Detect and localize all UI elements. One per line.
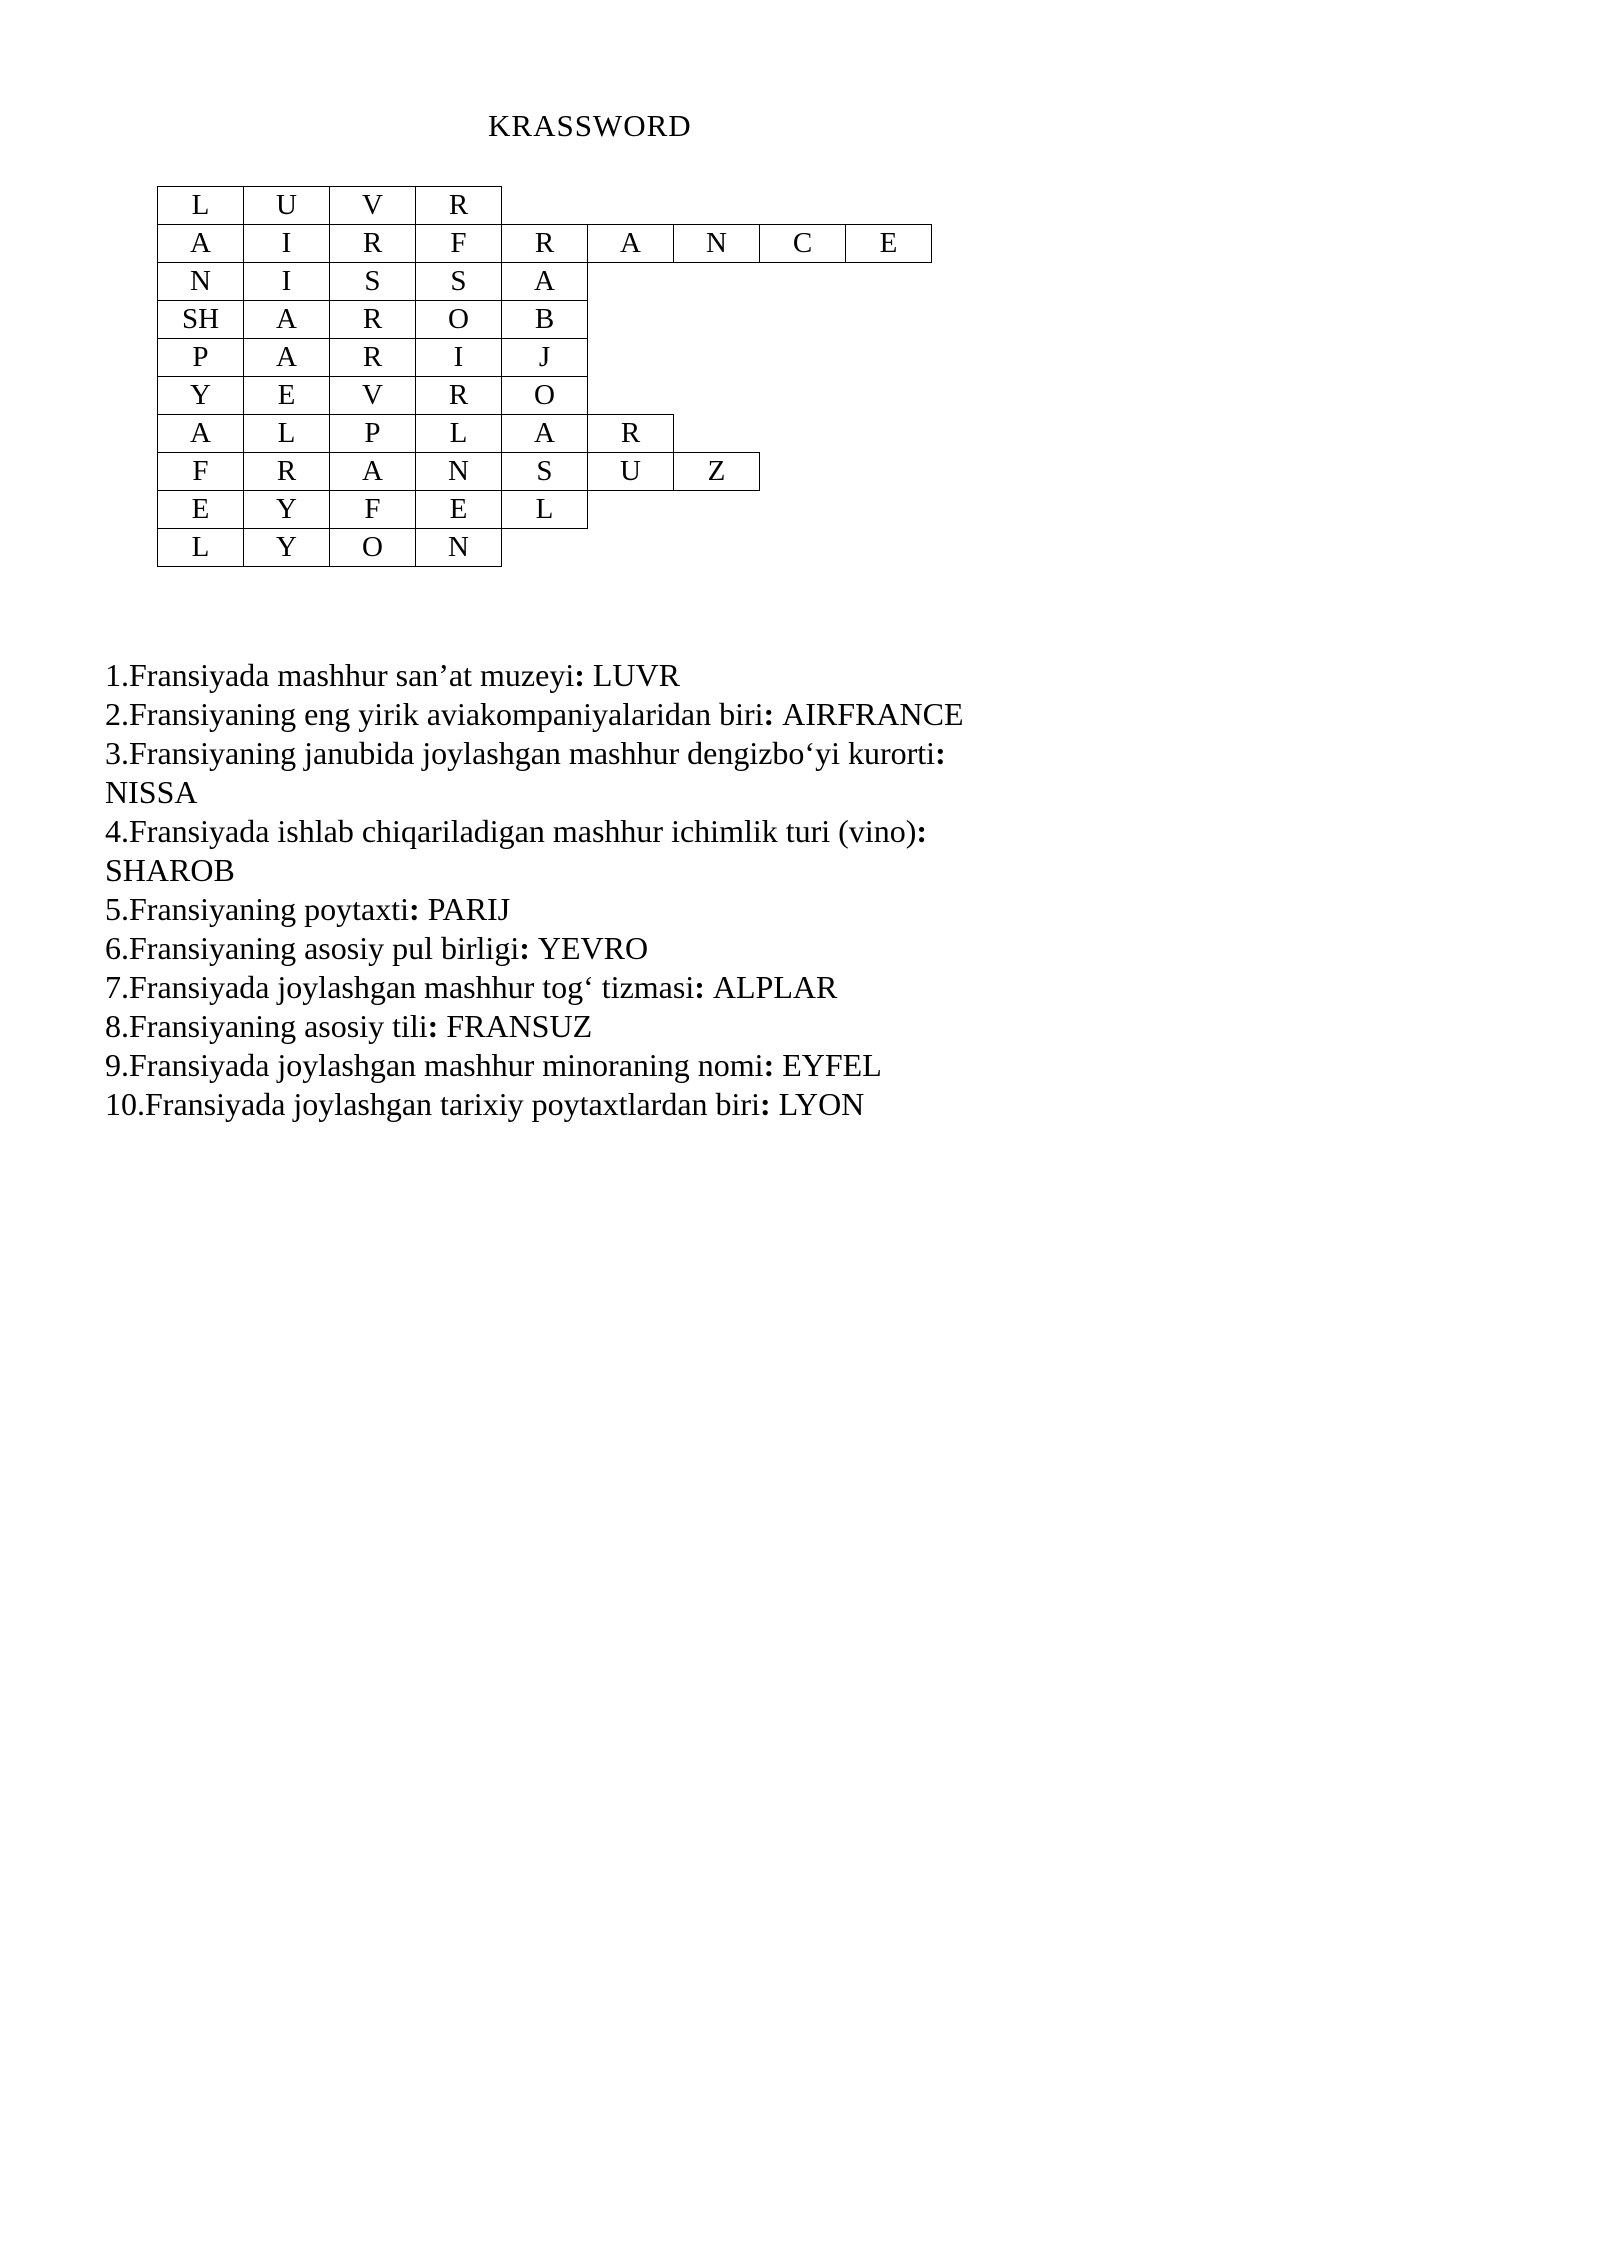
grid-cell: E	[243, 376, 330, 415]
clue-answer: SHAROB	[105, 852, 235, 888]
grid-row	[157, 224, 932, 263]
grid-cell: U	[587, 452, 674, 491]
clue-colon: :	[935, 735, 946, 771]
grid-cell: L	[157, 528, 244, 567]
clue-colon: :	[763, 696, 783, 732]
grid-cell: O	[501, 376, 588, 415]
grid-cell: R	[329, 224, 416, 263]
grid-cell: A	[587, 224, 674, 263]
grid-cell: S	[415, 262, 502, 301]
grid-cell: N	[157, 262, 244, 301]
clue-answer: LUVR	[592, 657, 680, 693]
clue-text: 7.Fransiyada joylashgan mashhur tog‘ tizmasi	[105, 969, 695, 1005]
clue-colon: :	[763, 1047, 783, 1083]
grid-cell: P	[329, 414, 416, 453]
grid-cell: C	[759, 224, 846, 263]
grid-cell: Z	[673, 452, 760, 491]
clue-item	[105, 929, 1505, 968]
grid-cell: O	[415, 300, 502, 339]
clue-item	[105, 1007, 1505, 1046]
grid-cell: V	[329, 376, 416, 415]
clue-answer: PARIJ	[427, 891, 511, 927]
clue-answer: ALPLAR	[712, 969, 838, 1005]
clue-colon: :	[574, 657, 593, 693]
clue-text: 9.Fransiyada joylashgan mashhur minoraning nomi	[105, 1047, 764, 1083]
grid-cell: N	[673, 224, 760, 263]
grid-cell: A	[157, 224, 244, 263]
grid-row	[157, 338, 932, 377]
grid-cell: Y	[157, 376, 244, 415]
grid-cell: I	[243, 224, 330, 263]
grid-cell: F	[157, 452, 244, 491]
grid-cell: SH	[157, 300, 244, 339]
grid-cell: J	[501, 338, 588, 377]
grid-cell: N	[415, 528, 502, 567]
clue-item	[105, 695, 1505, 734]
clue-answer: FRANSUZ	[446, 1008, 593, 1044]
grid-cell: F	[329, 490, 416, 529]
grid-row	[157, 528, 932, 567]
clue-colon: :	[519, 930, 538, 966]
crossword-grid	[157, 186, 932, 567]
grid-cell: A	[501, 262, 588, 301]
grid-row	[157, 262, 932, 301]
grid-cell: E	[157, 490, 244, 529]
grid-row	[157, 376, 932, 415]
clue-text: 10.Fransiyada joylashgan tarixiy poytaxtlardan biri	[105, 1086, 760, 1122]
clues-list	[105, 656, 1505, 1124]
grid-cell: A	[243, 300, 330, 339]
grid-cell: A	[157, 414, 244, 453]
page-title: KRASSWORD	[488, 108, 692, 143]
grid-cell: A	[501, 414, 588, 453]
grid-cell: S	[329, 262, 416, 301]
grid-cell: R	[329, 300, 416, 339]
grid-cell: E	[415, 490, 502, 529]
clue-item	[105, 890, 1505, 929]
grid-row	[157, 300, 932, 339]
grid-cell: L	[243, 414, 330, 453]
grid-row	[157, 452, 932, 491]
clue-answer: AIRFRANCE	[782, 696, 964, 732]
grid-cell: R	[501, 224, 588, 263]
clue-text: 5.Fransiyaning poytaxti	[105, 891, 409, 927]
clue-answer: LYON	[778, 1086, 865, 1122]
clue-colon: :	[916, 813, 928, 849]
grid-cell: A	[243, 338, 330, 377]
clue-item	[105, 1046, 1505, 1085]
clue-colon: :	[759, 1086, 779, 1122]
clue-text: 2.Fransiyaning eng yirik aviakompaniyalaridan biri	[105, 696, 764, 732]
grid-cell: N	[415, 452, 502, 491]
clue-text: 1.Fransiyada mashhur san’at muzeyi	[105, 657, 575, 693]
grid-cell: U	[243, 186, 330, 225]
clue-item	[105, 734, 1505, 812]
grid-cell: Y	[243, 528, 330, 567]
clue-colon: :	[408, 891, 428, 927]
grid-cell: R	[329, 338, 416, 377]
grid-cell: I	[243, 262, 330, 301]
grid-cell: R	[415, 376, 502, 415]
grid-row	[157, 490, 932, 529]
grid-cell: O	[329, 528, 416, 567]
grid-cell: L	[415, 414, 502, 453]
clue-answer: NISSA	[105, 774, 198, 810]
grid-cell: P	[157, 338, 244, 377]
grid-cell: L	[501, 490, 588, 529]
clue-item	[105, 1085, 1505, 1124]
grid-cell: B	[501, 300, 588, 339]
clue-text: 6.Fransiyaning asosiy pul birligi	[105, 930, 520, 966]
grid-row	[157, 414, 932, 453]
clue-item	[105, 968, 1505, 1007]
grid-cell: I	[415, 338, 502, 377]
clue-text: 3.Fransiyaning janubida joylashgan mashhur dengizbo‘yi kurorti	[105, 735, 936, 771]
clue-answer: EYFEL	[782, 1047, 882, 1083]
grid-cell: R	[587, 414, 674, 453]
clue-text: 4.Fransiyada ishlab chiqariladigan mashhur ichimlik turi (vino)	[105, 813, 917, 849]
clue-answer: YEVRO	[537, 930, 649, 966]
grid-cell: L	[157, 186, 244, 225]
clue-text: 8.Fransiyaning asosiy tili	[105, 1008, 428, 1044]
grid-cell: A	[329, 452, 416, 491]
clue-item	[105, 812, 1505, 890]
clue-colon: :	[427, 1008, 447, 1044]
grid-cell: V	[329, 186, 416, 225]
clue-colon: :	[694, 969, 713, 1005]
grid-cell: E	[845, 224, 932, 263]
grid-cell: R	[415, 186, 502, 225]
grid-cell: R	[243, 452, 330, 491]
clue-item	[105, 656, 1505, 695]
grid-cell: F	[415, 224, 502, 263]
grid-row	[157, 186, 932, 225]
grid-cell: Y	[243, 490, 330, 529]
grid-cell: S	[501, 452, 588, 491]
